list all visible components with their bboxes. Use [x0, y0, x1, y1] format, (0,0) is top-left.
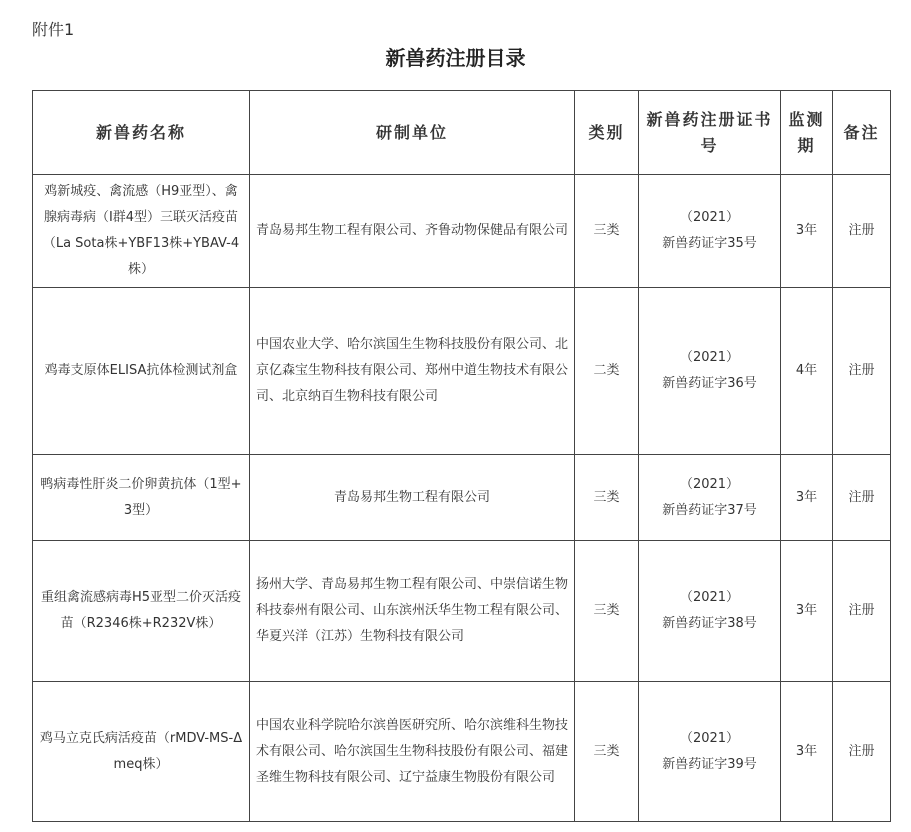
monitor-period: 3年	[781, 455, 833, 541]
table-row	[33, 455, 891, 541]
cert-year: （2021）	[679, 210, 740, 225]
drug-name: 鸭病毒性肝炎二价卵黄抗体（1型+3型）	[33, 455, 250, 541]
header-note: 备注	[833, 91, 891, 175]
header-category: 类别	[575, 91, 639, 175]
header-name: 新兽药名称	[33, 91, 250, 175]
category: 三类	[575, 541, 639, 682]
drug-name: 鸡毒支原体ELISA抗体检测试剂盒	[33, 288, 250, 455]
monitor-period: 3年	[781, 541, 833, 682]
table-row	[33, 682, 891, 822]
category: 三类	[575, 682, 639, 822]
note: 注册	[833, 682, 891, 822]
table-row	[33, 541, 891, 682]
cert-year: （2021）	[679, 730, 740, 746]
drug-name: 重组禽流感病毒H5亚型二价灭活疫苗（R2346株+R232V株）	[33, 541, 250, 682]
cert-year: （2021）	[679, 476, 740, 492]
cert-number	[639, 455, 781, 541]
cert-no: 新兽药证字37号	[662, 502, 757, 518]
cert-number	[639, 541, 781, 682]
table-row	[33, 288, 891, 455]
cert-number	[639, 682, 781, 822]
table-row	[33, 175, 891, 288]
cert-no: 新兽药证字35号	[662, 236, 757, 251]
note: 注册	[833, 455, 891, 541]
note: 注册	[833, 541, 891, 682]
header-period: 监测期	[781, 91, 833, 175]
header-cert: 新兽药注册证书号	[639, 91, 781, 175]
research-unit: 扬州大学、青岛易邦生物工程有限公司、中崇信诺生物科技泰州有限公司、山东滨州沃华生物工程有限公司、华夏兴洋（江苏）生物科技有限公司	[250, 541, 575, 682]
drug-name: 鸡马立克氏病活疫苗（rMDV-MS-Δmeq株）	[33, 682, 250, 822]
research-unit: 中国农业科学院哈尔滨兽医研究所、哈尔滨维科生物技术有限公司、哈尔滨国生生物科技股份有限公司、福建圣维生物科技有限公司、辽宁益康生物股份有限公司	[250, 682, 575, 822]
drug-name: 鸡新城疫、禽流感（H9亚型）、禽腺病毒病（I群4型）三联灭活疫苗（La Sota株+YBF13株+YBAV-4株）	[33, 175, 250, 288]
attachment-label: 附件1	[32, 20, 75, 39]
monitor-period: 4年	[781, 288, 833, 455]
research-unit: 青岛易邦生物工程有限公司	[250, 455, 575, 541]
table-header-row	[33, 91, 891, 175]
cert-no: 新兽药证字38号	[662, 616, 757, 631]
note: 注册	[833, 175, 891, 288]
cert-no: 新兽药证字39号	[662, 756, 757, 772]
category: 三类	[575, 455, 639, 541]
monitor-period: 3年	[781, 175, 833, 288]
header-unit: 研制单位	[250, 91, 575, 175]
cert-year: （2021）	[679, 590, 740, 605]
research-unit: 中国农业大学、哈尔滨国生生物科技股份有限公司、北京亿森宝生物科技有限公司、郑州中道生物技术有限公司、北京纳百生物科技有限公司	[250, 288, 575, 455]
page-title: 新兽药注册目录	[385, 46, 526, 70]
category: 二类	[575, 288, 639, 455]
cert-number	[639, 175, 781, 288]
research-unit: 青岛易邦生物工程有限公司、齐鲁动物保健品有限公司	[250, 175, 575, 288]
category: 三类	[575, 175, 639, 288]
cert-year: （2021）	[679, 350, 740, 365]
note: 注册	[833, 288, 891, 455]
monitor-period: 3年	[781, 682, 833, 822]
registration-table	[32, 90, 891, 822]
cert-number	[639, 288, 781, 455]
cert-no: 新兽药证字36号	[662, 376, 757, 391]
